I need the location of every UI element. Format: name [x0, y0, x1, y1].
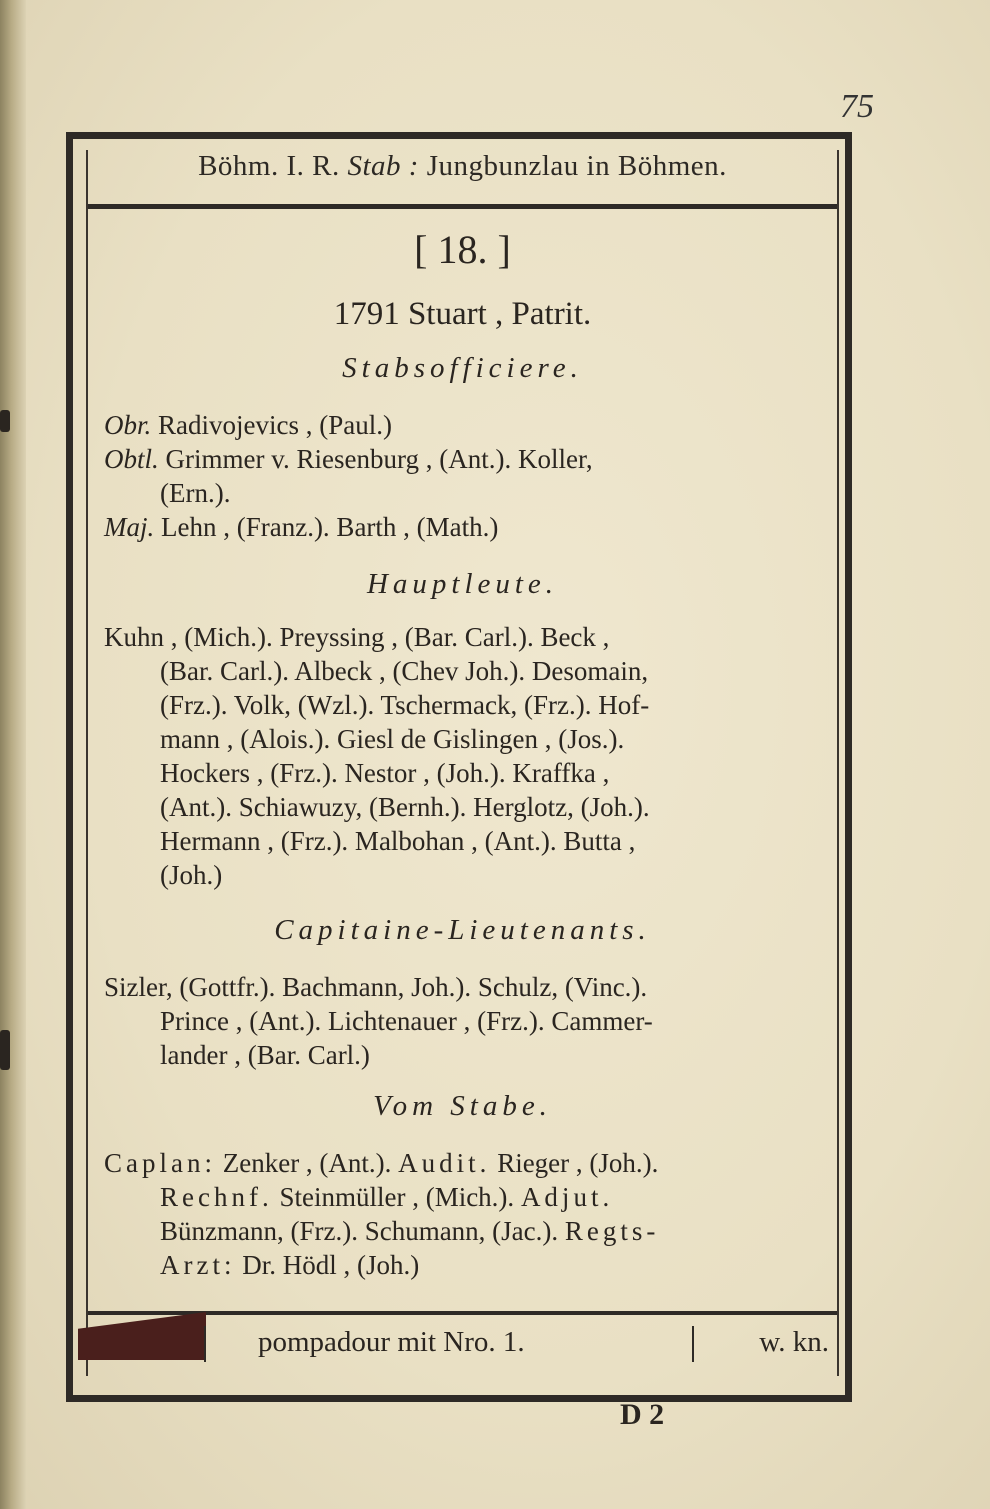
vom-stabe-list	[104, 1146, 834, 1282]
entry-text: Steinmüller , (Mich.).	[279, 1182, 515, 1212]
entry-text: (Ern.).	[160, 478, 231, 508]
entry-text: Lehn , (Franz.). Barth , (Math.)	[161, 512, 499, 542]
entry-text: Radivojevics , (Paul.)	[158, 410, 392, 440]
hauptleute-list	[104, 620, 834, 892]
list-item: Sizler, (Gottfr.). Bachmann, Joh.). Schulz, (Vinc.).	[104, 972, 648, 1002]
rank-label: Obtl.	[104, 444, 159, 474]
list-item	[104, 442, 834, 476]
list-item	[104, 408, 834, 442]
section-heading-capitaine-lieutenants: Capitaine-Lieutenants.	[274, 914, 651, 946]
list-item: Hockers , (Frz.). Nestor , (Joh.). Kraffka ,	[160, 758, 610, 788]
list-item: (Frz.). Volk, (Wzl.). Tschermack, (Frz.). Hof-	[160, 690, 650, 720]
list-item: (Ant.). Schiawuzy, (Bernh.). Herglotz, (Joh.).	[160, 792, 650, 822]
header-rule	[88, 204, 837, 209]
uniform-footer	[88, 1318, 837, 1368]
button-description: w. kn.	[759, 1326, 829, 1358]
header-location: Jungbunzlau in Böhmen.	[426, 150, 727, 182]
inner-border-left	[86, 150, 88, 1376]
role-label: Caplan:	[104, 1148, 216, 1178]
list-item	[104, 510, 834, 544]
list-item: Kuhn , (Mich.). Preyssing , (Bar. Carl.). Beck ,	[104, 622, 610, 652]
capitaine-lieutenants-list	[104, 970, 834, 1072]
ink-mark	[0, 1030, 10, 1070]
list-item	[104, 476, 834, 510]
list-item: Prince , (Ant.). Lichtenauer , (Frz.). Cammer-	[160, 1006, 653, 1036]
page-number: 75	[840, 88, 874, 125]
entry-text: Rieger , (Joh.).	[497, 1148, 659, 1178]
section-heading-vom-stabe: Vom Stabe.	[373, 1090, 552, 1122]
role-label: Regts-	[564, 1216, 660, 1246]
regiment-number: [ 18. ]	[414, 227, 511, 272]
running-header	[90, 150, 835, 183]
role-label: Rechnf.	[160, 1182, 273, 1212]
signature-mark: D 2	[620, 1398, 665, 1431]
entry-text: Bünzmann, (Frz.). Schumann, (Jac.).	[160, 1216, 559, 1246]
ink-mark	[0, 410, 10, 432]
entry-text: Dr. Hödl , (Joh.)	[242, 1250, 420, 1280]
list-item	[104, 1248, 834, 1282]
section-heading-hauptleute: Hauptleute.	[366, 568, 559, 600]
section-heading-stabsofficiere: Stabsofficiere.	[342, 352, 583, 384]
role-label: Adjut.	[520, 1182, 614, 1212]
list-item	[104, 1214, 834, 1248]
header-prefix: Böhm. I. R.	[198, 150, 340, 182]
header-stab-label: Stab :	[347, 150, 419, 182]
list-item: (Bar. Carl.). Albeck , (Chev Joh.). Desomain,	[160, 656, 649, 686]
facing-description: pompadour mit Nro. 1.	[258, 1326, 525, 1358]
regiment-owner: 1791 Stuart , Patrit.	[333, 296, 592, 332]
entry-text: Zenker , (Ant.).	[222, 1148, 392, 1178]
book-spine	[0, 0, 26, 1509]
list-item: Hermann , (Frz.). Malbohan , (Ant.). Butta ,	[160, 826, 636, 856]
role-label: Arzt:	[160, 1250, 236, 1280]
list-item	[104, 1146, 834, 1180]
stabsofficiere-list	[104, 408, 834, 544]
list-item: mann , (Alois.). Giesl de Gislingen , (Jos.).	[160, 724, 625, 754]
list-item	[104, 1180, 834, 1214]
footer-separator	[204, 1326, 206, 1362]
list-item: (Joh.)	[160, 860, 223, 890]
entry-text: Grimmer v. Riesenburg , (Ant.). Koller,	[165, 444, 593, 474]
footer-separator	[692, 1326, 694, 1362]
role-label: Audit.	[398, 1148, 491, 1178]
rank-label: Maj.	[104, 512, 155, 542]
rank-label: Obr.	[104, 410, 152, 440]
list-item: lander , (Bar. Carl.)	[160, 1040, 370, 1070]
inner-border-right	[837, 150, 839, 1376]
